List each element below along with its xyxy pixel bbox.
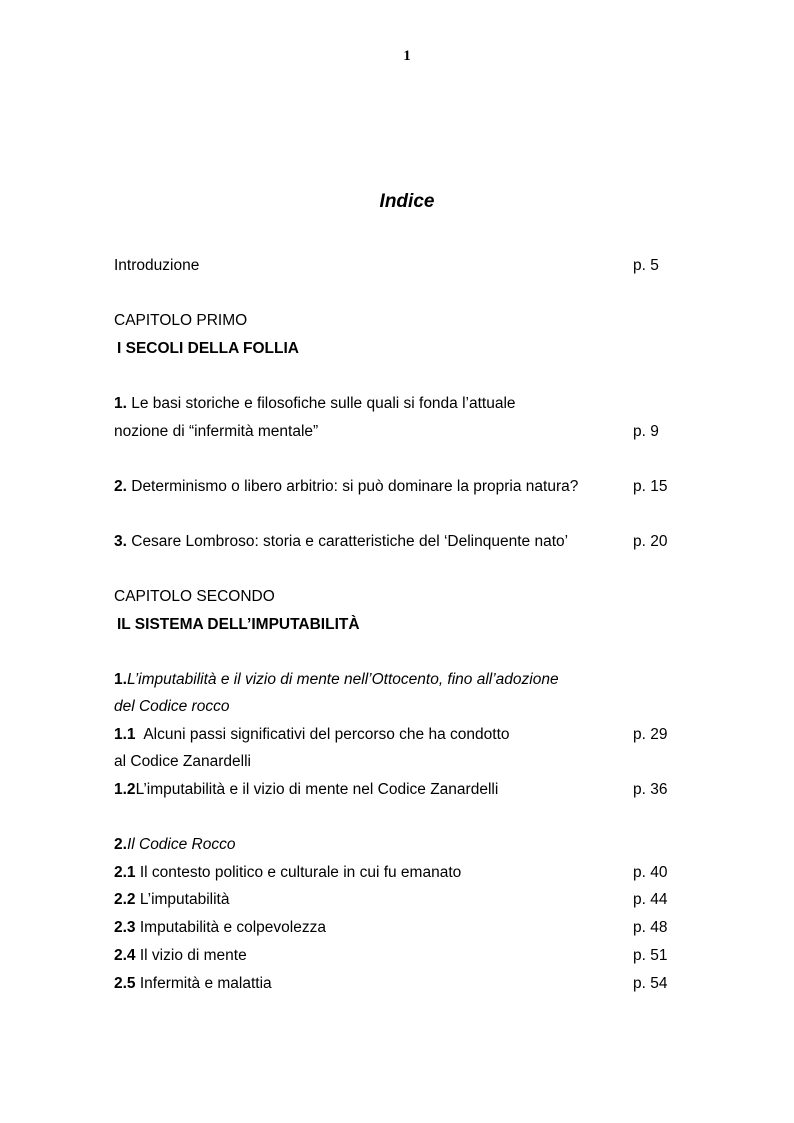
toc-entry-introduzione: Introduzione bbox=[114, 257, 200, 274]
toc-section-2: 2.Il Codice Rocco bbox=[114, 836, 236, 853]
toc-entry-2-4: 2.4 Il vizio di mente bbox=[114, 947, 247, 964]
toc-entry-2-1: 2.1 Il contesto politico e culturale in cui fu emanato bbox=[114, 864, 462, 881]
toc-entry-1-1: 1.1 Alcuni passi significativi del percorso che ha condotto bbox=[114, 726, 510, 743]
toc-entry-1-1-cont: al Codice Zanardelli bbox=[114, 753, 251, 770]
chapter-label: CAPITOLO PRIMO bbox=[114, 312, 248, 329]
toc-page-introduzione: p. 5 bbox=[633, 257, 659, 274]
toc-page: p. 20 bbox=[633, 533, 668, 550]
toc-entry-1: 1. Le basi storiche e filosofiche sulle quali si fonda l’attuale bbox=[114, 395, 516, 412]
toc-entry-2: 2. Determinismo o libero arbitrio: si può dominare la propria natura? bbox=[114, 478, 579, 495]
toc-page: p. 9 bbox=[633, 423, 659, 440]
toc-entry-1-cont: nozione di “infermità mentale” bbox=[114, 423, 319, 440]
toc-entry-2-2: 2.2 L’imputabilità bbox=[114, 891, 230, 908]
toc-page: p. 29 bbox=[633, 726, 668, 743]
toc-section-1-cont: del Codice rocco bbox=[114, 698, 230, 715]
toc-page: p. 15 bbox=[633, 478, 668, 495]
toc-entry-2-5: 2.5 Infermità e malattia bbox=[114, 975, 272, 992]
chapter-title: IL SISTEMA DELL’IMPUTABILITÀ bbox=[117, 616, 360, 633]
toc-page: p. 36 bbox=[633, 781, 668, 798]
toc-page: p. 40 bbox=[633, 864, 668, 881]
toc-page: p. 54 bbox=[633, 975, 668, 992]
toc-page: p. 48 bbox=[633, 919, 668, 936]
chapter-label: CAPITOLO SECONDO bbox=[114, 588, 275, 605]
page-title: Indice bbox=[379, 191, 435, 212]
toc-entry-2-3: 2.3 Imputabilità e colpevolezza bbox=[114, 919, 326, 936]
toc-entry-3: 3. Cesare Lombroso: storia e caratteristiche del ‘Delinquente nato’ bbox=[114, 533, 569, 550]
toc-section-1: 1.L’imputabilità e il vizio di mente nell’Ottocento, fino all’adozione bbox=[114, 671, 559, 688]
toc-entry-1-2: 1.2L’imputabilità e il vizio di mente nel Codice Zanardelli bbox=[114, 781, 499, 798]
chapter-title: I SECOLI DELLA FOLLIA bbox=[117, 340, 299, 357]
toc-page: p. 51 bbox=[633, 947, 668, 964]
toc-page: p. 44 bbox=[633, 891, 668, 908]
page-number: 1 bbox=[403, 48, 411, 64]
